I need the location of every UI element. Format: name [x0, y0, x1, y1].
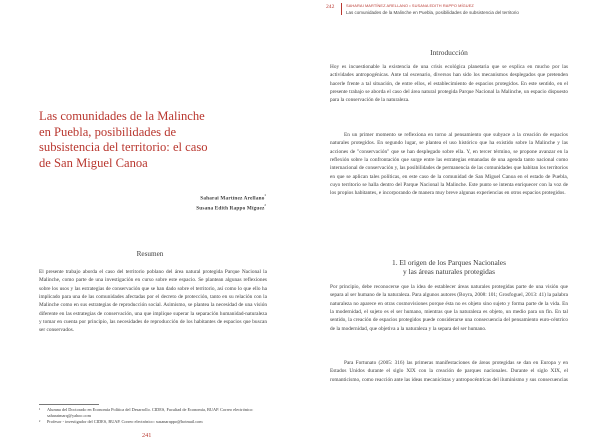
section-heading-introduction: Introducción — [430, 48, 468, 57]
running-header-divider — [341, 3, 342, 15]
author-2 — [100, 203, 266, 212]
footnote-marker: ¹ — [264, 193, 266, 198]
footnote-text: Profesor - investigador del CIDES, BUAP. Correo electrónico: susanarappo@hotmail.com — [47, 419, 203, 425]
article-title: Las comunidades de la Malinche en Puebla, posibilidades de subsistencia del territorio: el caso de San Miguel Canoa — [39, 109, 208, 170]
footnote-divider — [39, 404, 99, 405]
paragraph: Hoy es incuestionable la existencia de una crisis ecológica planetaria que se explica en mucho por las actividades antropogénicas. Ante tal escenario, diversos han sido los mecanismos desplegados que pretenden hacerle frente a tal situación, de entre ellos, el establecimiento de espacios protegidos. En este sentido, en el presente trabajo se aborda el caso del área natural protegida Parque Nacional la Malinche, un espacio dispuesto para la conservación de la naturaleza. — [330, 64, 568, 104]
footnote-1 — [39, 407, 271, 419]
section-heading-1 — [330, 258, 568, 276]
paragraph: En un primer momento se reflexiona en torno al pensamiento que subyace a la creación de espacios naturales protegidos. En segundo lugar, se plantea el uso histórico que ha existido sobre la Malinche y las acciones de "conservación" que se han desplegado sobre ella. Y, en tercer término, se propone avanzar en la reflexión sobre la confrontación que surge entre las estrategias emanadas de una agenda tanto nacional como internacional de conservación y, las posibilidades de permanencia de las comunidades que habitan los territorios en que se aplican tales políticas, en este caso de la comunidad de San Miguel Canoa en el estado de Puebla, cuyo territorio se halla dentro del Parque Nacional la Malinche. Este punto se intenta enriquecer con la voz de los propios habitantes, e incorporando de manera muy breve algunas experiencias en otros espacios protegidos. — [330, 132, 568, 197]
page-number: 241 — [142, 432, 152, 439]
footnote-text: Alumna del Doctorado en Economía Política del Desarrollo. CIDES, Facultad de Economía, BUAP. Correo electrónico: saharaimarq@yahoo.com — [47, 407, 254, 419]
author-name: Susana Edith Rappo Míguez — [196, 205, 265, 212]
abstract-text: El presente trabajo aborda el caso del territorio poblano del área natural protegida Parque Nacional la Malinche, como parte de una investigación en curso sobre este espacio. Se plantean algunas reflexiones sobre los usos y las estrategias de conservación que se han dado sobre el territorio, así como lo que ello ha implicado para una de las comunidades afectadas por el decreto de protección, tanto en su relación con la Malinche como en sus estrategias de reproducción social. Asimismo, se plantea la necesidad de una visión diferente en las estrategias de conservación, una que implique superar la separación humanidad-naturaleza y tomar en cuenta por principio, las necesidades de reproducción de los habitantes de espacios que buscan ser conservados. — [39, 269, 267, 334]
section-heading-line: y las áreas naturales protegidas — [403, 267, 495, 276]
footnote-marker: ² — [264, 203, 266, 208]
running-header-title: Las comunidades de la Malinche en Puebla, posibilidades de subsistencia del territorio — [346, 9, 519, 15]
author-name: Saharai Martínez Arellano — [200, 195, 265, 202]
section-heading-line: 1. El origen de los Parques Nacionales — [392, 258, 506, 267]
running-header-authors: SAHARAI MARTÍNEZ ARELLANO • SUSANA EDITH RAPPO MÍGUEZ — [346, 3, 474, 8]
right-page — [300, 0, 600, 440]
footnotes — [39, 407, 271, 425]
footnote-mark: ¹ — [39, 407, 41, 412]
abstract-heading: Resumen — [136, 250, 164, 258]
author-1 — [100, 193, 266, 202]
footnote-2 — [39, 419, 271, 425]
running-header-page-number: 242 — [326, 3, 335, 10]
paragraph: Para Fortunato (2005: 316) las primeras manifestaciones de áreas protegidas se dan en Europa y en Estados Unidos durante el siglo XIX con la creación de parques nacionales. Durante el siglo XIX, el romanticismo, como reacción ante las ideas mecanicistas y antropocéntricas del iluminismo y sus consecuencias — [330, 360, 568, 383]
paragraph: Por principio, debe reconocerse que la idea de establecer áreas naturales protegidas parte de una visión que separa al ser humano de la naturaleza. Para algunos autores (Boyra, 2008: 101; Grosfoguel, 2013: 41) la palabra naturaleza no aparece en otras cosmovisiones porque ésta no es objeto sino sujeto y forma parte de la vida. En la modernidad, el sujeto es el ser humano, mientras que la naturaleza es objeto, un medio para un fin. En tal sentido, la creación de espacios protegidos puede considerarse una consecuencia del pensamiento euro-céntrico de la modernidad, que objetiva a la naturaleza y la separa del ser humano. — [330, 284, 568, 332]
footnote-mark: ² — [39, 419, 41, 425]
